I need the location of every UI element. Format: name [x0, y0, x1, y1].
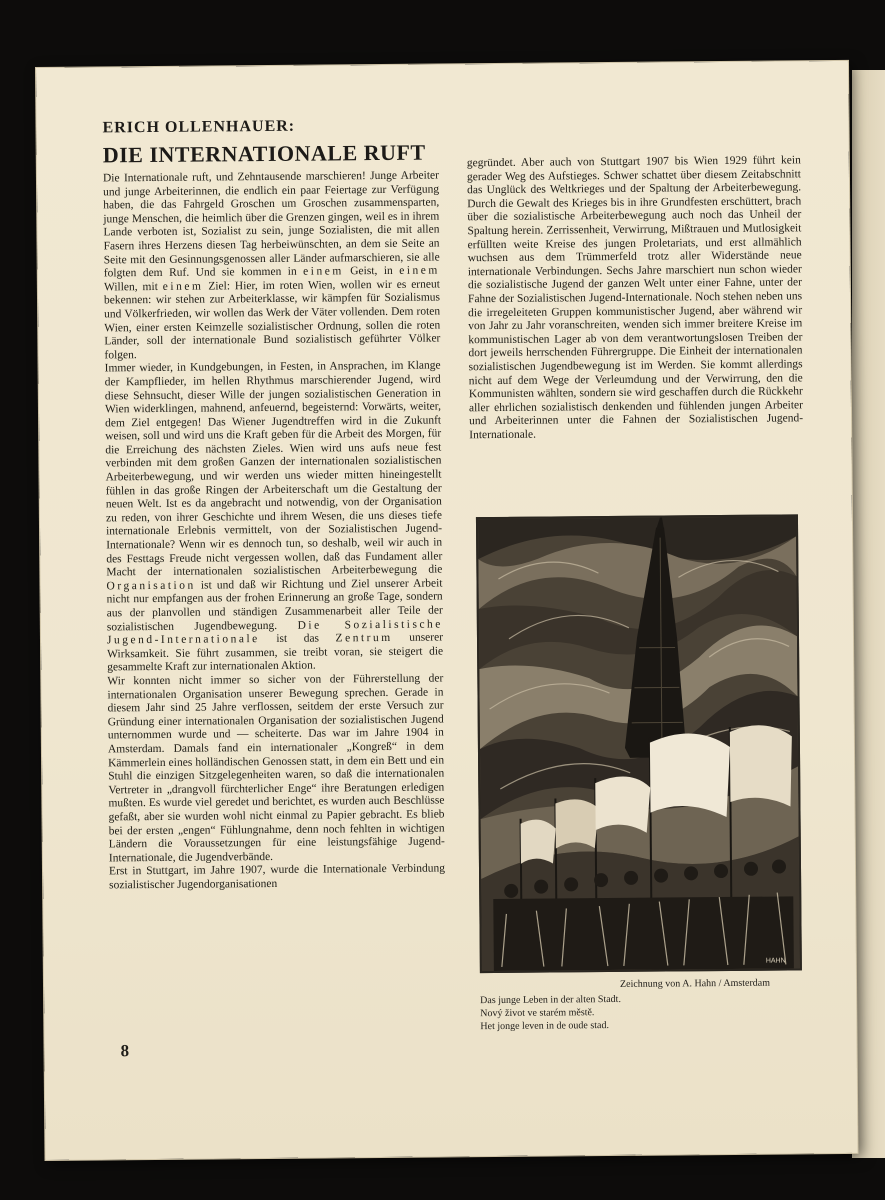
article-title: DIE INTERNATIONALE RUFT	[102, 139, 426, 168]
illustration-caption	[480, 993, 621, 1033]
caption-german: Das junge Leben in der alten Stadt.	[480, 993, 621, 1007]
magazine-page	[36, 61, 857, 1160]
paragraph-1: Die Internationale ruft, und Zehntausende marschieren! Junge Arbeiter und junge Arbeiterinnen, die endlich ein paar Feiertage zur Verfügung haben, die das Fahrgeld Groschen um Groschen zusammensparten, junge Menschen, die heimlich über die Grenzen gingen, weil es in ihrem Lande verboten ist, Sozialist zu sein, junge Sozialisten, die mit allen Fasern ihres Herzens diesen Tag herbeiwünschten, an dem sie Seite an Seite mit den Gesinnungsgenossen aller Länder aufmarschieren, sie alle folgten dem Ruf. Und sie kommen in einem Geist, in einem Willen, mit einem Ziel: Hier, im roten Wien, wollen wir es erneut bekennen: wir stehen zur Arbeiterklasse, wir kämpfen für Sozialismus und Völkerfrieden, wir wollen das Werk der Väter vollenden. Dem roten Wien, einer ersten Keimzelle sozialistischer Ordnung, sollen die roten Länder, soll der internationale Bund sozialistisch geführter Völker folgen.	[102, 169, 441, 362]
paragraph-3: Wir konnten nicht immer so sicher von der Führerstellung der internationalen Organisation unserer Bewegung sprechen. Gerade in diesem Jahr sind 25 Jahre verflossen, seitdem der erste Versuch zur Gründung einer internationalen Organisation der sozialistischen Jugend unternommen wurde und — scheiterte. Das war im Jahre 1904 in Amsterdam. Damals fand ein internationaler „Kongreß“ in dem Kämmerlein eines holländischen Genossen statt, in dem ein Bett und ein Stuhl die einzigen Sitzgelegenheiten waren, so daß die internationalen Vertreter in „drangvoll fürchterlicher Enge“ ihre Beratungen erledigen mußten. Es wurde viel geredet und berichtet, es wurden auch Beschlüsse gefaßt, aber sie wurden wohl nicht einmal zu Papier gebracht. Es blieb bei der ersten „engen“ Fühlungnahme, denn noch fehlten in wichtigen Ländern die Voraussetzungen für eine leistungsfähige Jugend-Internationale, die Jugendverbände.	[107, 672, 445, 865]
caption-dutch: Het jonge leven in de oude stad.	[480, 1020, 610, 1033]
paragraph-5: gegründet. Aber auch von Stuttgart 1907 bis Wien 1929 führt kein gerader Weg des Aufstieges. Schwer schattet über diesem Zeitabschnitt das Unglück des Weltkrieges und der Spaltung der Arbeiterbewegung. Durch die Gewalt des Krieges bis in ihre Grundfesten erschüttert, brach über die sozialistische Arbeiterbewegung auch noch das Unheil der Spaltung herein. Zerrissenheit, Verwirrung, Mißtrauen und Mutlosigkeit erfüllten weite Kreise des jungen Proletariats, und erst allmählich wuchsen aus dem Trümmerfeld trotz aller Widerstände neue internationale Verbindungen. Sechs Jahre marschiert nun schon wieder die sozialistische Jugend der ganzen Welt unter einer Fahne, unter der Fahne der Sozialistischen Jugend-Internationale. Noch stehen neben uns die irregeleiteten Gruppen kommunistischer Jugend, aber während wir von Jahr zu Jahr voranschreiten, wenden sich immer breitere Kreise im kommunistischen Lager ab von dem verantwortungslosen Treiben der dort jeweils herrschenden Führergruppe. Die Einheit der internationalen sozialistischen Jugendbewegung ist im Werden. Sie kommt allerdings nicht auf dem Wege der Verleumdung und der Verwirrung, den die Kommunisten wählten, sondern sie wird geschaffen durch die Rückkehr aller ehrlichen sozialistisch denkenden und fühlenden jungen Arbeiter und Arbeiterinnen unter die Fahnen der Sozialistischen Jugend-Internationale.	[466, 154, 804, 442]
illustration-drawing	[478, 516, 800, 971]
adjacent-page-edge	[852, 70, 885, 1158]
paragraph-2: Immer wieder, in Kundgebungen, in Festen, in Ansprachen, im Klange der Kampflieder, im hellen Rhythmus marschierender Jugend, wird diese Sehnsucht, dieser Wille der jungen sozialistischen Generation in Wien widerklingen, mahnend, anfeuernd, begeisternd: Vorwärts, weiter, dem Ziel entgegen! Das Wiener Jugendtreffen wird in die Zukunft weisen, soll und wird uns die Kraft geben für die Arbeit des Morgen, für die Erreichung des nächsten Zieles. Wien wird uns aufs neue fest verbinden mit dem großen Ganzen der internationalen sozialistischen Arbeiterbewegung, und wir werden uns wieder mitten hineingestellt fühlen in das große Ringen der Arbeiterschaft um die Gestaltung der neuen Welt. Ist es da angebracht und notwendig, von der Organisation zu reden, von ihrer Geschichte und ihrem Wesen, die uns dieses tiefe internationale Erlebnis vermittelt, von der Sozialistischen Jugend-Internationale? Wenn wir es dennoch tun, so deshalb, weil wir auch in des Festtags Freude nicht vergessen wollen, daß das Fundament aller Macht der internationalen sozialistischen Arbeiterbewegung die Organisation ist und daß wir Richtung und Ziel unserer Arbeit nicht nur empfangen aus der frohen Erinnerung an große Tage, sondern aus der planvollen und ständigen Zusammenarbeit aller Teile der sozialistischen Jugendbewegung. Die Sozialistische Jugend-Internationale ist das Zentrum unserer Wirksamkeit. Sie führt zusammen, sie treibt voran, sie steigert die gesammelte Kraft zur internationalen Aktion.	[104, 359, 444, 674]
article-author: ERICH OLLENHAUER:	[102, 117, 296, 137]
caption-czech: Nový život ve starém městě.	[480, 1007, 595, 1020]
illustration-credit: Zeichnung von A. Hahn / Amsterdam	[619, 977, 771, 990]
right-column	[467, 154, 803, 442]
illustration-young-life-old-city	[476, 514, 802, 973]
artist-signature: HAHN	[765, 957, 786, 965]
left-column	[103, 169, 445, 892]
paragraph-4: Erst in Stuttgart, im Jahre 1907, wurde die Internationale Verbindung sozialistischer Jugendorganisationen	[108, 862, 446, 892]
page-number: 8	[120, 1041, 130, 1061]
